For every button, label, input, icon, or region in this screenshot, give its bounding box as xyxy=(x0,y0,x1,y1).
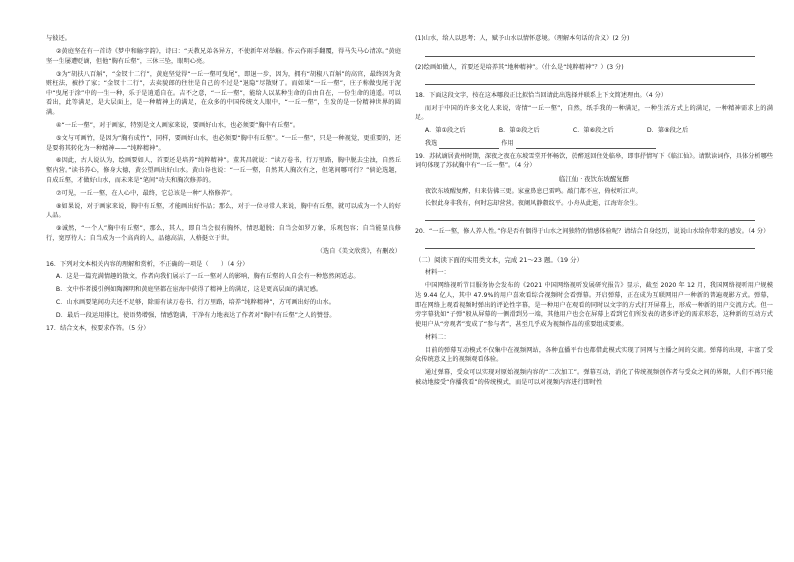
paragraph: ⑧如果说，对于画家来说，胸中有丘壑，才能画出好作品；那么，对于一位寻常人来说，胸中有丘壑，就可以成为一个人的好人品。 xyxy=(46,202,401,220)
paragraph: ②黄庭坚在有一首诗《梦中和觞字韵》，诗曰：“天教兄弟各异方，不使新年对举觞。作云作雨手翻覆，得马失马心清凉。”黄庭坚一生屡遭贬谪，但他“胸有丘壑”，三休三坠，眼明心亮。 xyxy=(46,47,401,65)
poem-line: 长恨此身非我有，何时忘却营营。夜阑风静縠纹平。小舟从此逝，江海寄余生。 xyxy=(425,199,642,207)
fill-label-choice: 我选 xyxy=(424,139,438,147)
question-19: 19．苏轼谪居黄州时期，深夜之夜在东坡雪堂开怀畅饮，於醉返回住处临皋，即事抒情写下《临江仙》。请默读词作，具体分析哪些词句体现了苏轼胸中有“一丘一壑”。（4 分） xyxy=(415,152,773,170)
question-17-1: (1)山水，给人以思考；人，赋予山水以情怀意境。（理解本句话的含义）(2 分) xyxy=(415,35,630,42)
fill-label-reason: 作用 xyxy=(501,139,514,147)
option-a: A．这是一篇充满情趣的散文，作者向我们展示了一丘一壑对人的影响，胸有丘壑的人自会有一种悠然闲适志。 xyxy=(55,273,360,281)
paragraph: ③为“胡扶八百斛”，“金钗十二行”，黄庭坚觉得“一丘一壑可曳尾”，即退一步，因为，拥有“胡椒八百斛”的高官，最终因为贪赃枉法，被抄了家；“金钗十二行”，去卖貌郎的往往是自己的不过是“退隐”尽散财了。而如果“一丘一壑”，庄子称做曳尾于泥中“曳尾于涂”中的一生一种，乐于是逍遥自在。吉不之意，“一丘一壑”，能给人以某种生命的自由自在，一份生命的逍遥。可以看出，此等满足，是大层面上，是一种精神上的满足，在众多的中国传统文人眼中，“一丘一壑”，生发的是一份精神世界的圆满。 xyxy=(46,70,401,116)
question-16: 16．下列对文本相关内容的理解和赏析，不正确的一项是（ ）（4 分） xyxy=(46,260,249,268)
material-label: 材料一： xyxy=(424,269,450,277)
paragraph: 与彼还。 xyxy=(46,35,71,42)
paragraph: ⑦可见，一丘一壑，在人心中，最终，它总该是一种“人格修养”。 xyxy=(55,189,237,197)
answer-line[interactable] xyxy=(425,211,755,221)
question-17-2: (2)绘画如做人，首要还是培养其“地种精神”。（什么是“纯粹精神”？）(3 分) xyxy=(415,63,624,71)
paragraph: ④“一丘一壑”，对于画家，特别是文人画家来说，要画好山水，也必须要“胸中有丘壑”。 xyxy=(55,121,300,129)
answer-line[interactable] xyxy=(425,47,755,57)
left-column xyxy=(46,34,401,337)
poem-title: 临江仙 · 夜饮东坡醒复醉 xyxy=(559,174,629,183)
source-note: （选自《美文欣赏》，有删改） xyxy=(316,247,401,255)
paragraph: 目前的弹幕互动模式不仅集中在视频网站，各种直播平台也都借此模式实现了同网与主播之间的交流。弹幕的出现，丰富了受众传统意义上的视频观看体验。 xyxy=(415,346,773,364)
option-b[interactable]: B．第②段之后 xyxy=(498,127,540,135)
option-a[interactable]: A．第①段之后 xyxy=(424,127,466,135)
question-18-options xyxy=(425,126,773,136)
poem-line: 夜饮东坡醒复醉，归来仿佛三更。家童鼻息已雷鸣。敲门都不应，倚杖听江声。 xyxy=(425,187,642,195)
answer-line[interactable] xyxy=(425,75,755,85)
paragraph: 中国网络视听节目服务协会发布的《2021 中国网络视听发展研究报告》显示，截至 2020 年 12 月，我国网络视听用户规模达 9.44 亿人，其中 47.9%的用户喜欢看综合视频时会看弹幕。开启弹幕，正在成为互联网用户一种新的普遍观影方式。弹幕，即在网络上观看视频时弹出的评论性字幕，是一种用户在观看的同时以文字的方式打开屏幕上，形成一种新的用户交流方式。但一旁字幕犹如“子弹”般从屏幕的一侧滑到另一端，其他用户也会在屏幕上看到它们所发表的诸多评论的需求形态，这种新的互动方式使用户从“旁观者”变成了“参与者”，甚至几乎成为视频作品的重要组成要素。 xyxy=(415,282,773,328)
paragraph: 通过弹幕，受众可以实现对原始视频内容的“二次加工”。弹幕互动，消化了传统视频创作者与受众之间的界限，人们不再只能被动地接受“你播我看”的传统模式，而是可以对视频内容进行即时性 xyxy=(415,369,773,386)
option-d: D．最后一段运用排比，使语势增强，情感饱满，干净有力地表达了作者对“胸中有丘壑”之人的赞誉。 xyxy=(55,312,336,320)
paragraph: ⑨诚然，“一个人”胸中有丘壑”，那么，其人，即自当会很有胸怀，情思超脱；自当会如罗万象，乐观包容；自当能显良修行，宽厚待人；自当成为一个高尚的人，品德高洁，人格挺立于世。 xyxy=(46,225,401,242)
question-18: 18．下面这段文字，按在这本哪段正比拟恰当回请此出选择并联系上下文简述理由。（4 分） xyxy=(415,92,667,100)
question-20: 20．“一丘一壑，修人养人性。”你是否有偶得于山水之间独特的情感体验呢？请结合自身经历，说说山水给你带来的感发。（4 分） xyxy=(415,227,770,235)
section-heading: （二）阅读下面的实用类文本，完成 21～23 题。（19 分） xyxy=(415,256,583,265)
answer-line[interactable] xyxy=(425,239,755,249)
material-label: 材料二： xyxy=(424,333,450,341)
question-18-passage: 而对于中国的许多文化人来说，寄情“一丘一壑”，自然，纸手我的一种满足，一种生活方式上的满足，一种精神需求上的满足。 xyxy=(415,104,773,122)
fill-blank-reason[interactable] xyxy=(516,141,656,149)
option-c: C．山水画要笔间功夫还不足够，除需有读万卷书、行万里路，培养“纯粹精神”，方可画出好的山水。 xyxy=(55,299,335,307)
right-column xyxy=(415,34,773,391)
paragraph: ⑤文与可画竹，是因为“胸有成竹”，同样，要画好山水，也必须要“胸中有丘壑”。“一丘一壑”，只是一种视觉，更重要的，还是要将其转化为一种精神——“纯粹精神”。 xyxy=(46,134,401,152)
fill-blank-choice[interactable] xyxy=(439,141,499,149)
option-c[interactable]: C．第⑥段之后 xyxy=(572,127,614,135)
option-b: B．文中作者援引例如陶渊明和黄庭坚都在宦海中获得了精神上的满足，这是更高层面的满足感。 xyxy=(55,286,323,294)
question-18-fill xyxy=(425,139,773,149)
paragraph: ⑥因此，古人说认为，绘画要如人，首要还是培养“纯粹精神”。董其昌就说：“读万卷书，行万里路，胸中脱去尘浊，自然丘壑内营。”读书养心，修身大德，黄公望画出好山水。黄山谷也说：“一丘一壑，自然其人胸次有之，但笔间哪可行？”倘论选题，自成丘壑，才做好山水，而未来是“笔间”功夫和胸次修养的。 xyxy=(46,157,401,184)
option-d[interactable]: D．第⑧段之后 xyxy=(646,127,689,135)
question-17: 17．结合文本，按要求作答。（5 分） xyxy=(46,325,150,333)
